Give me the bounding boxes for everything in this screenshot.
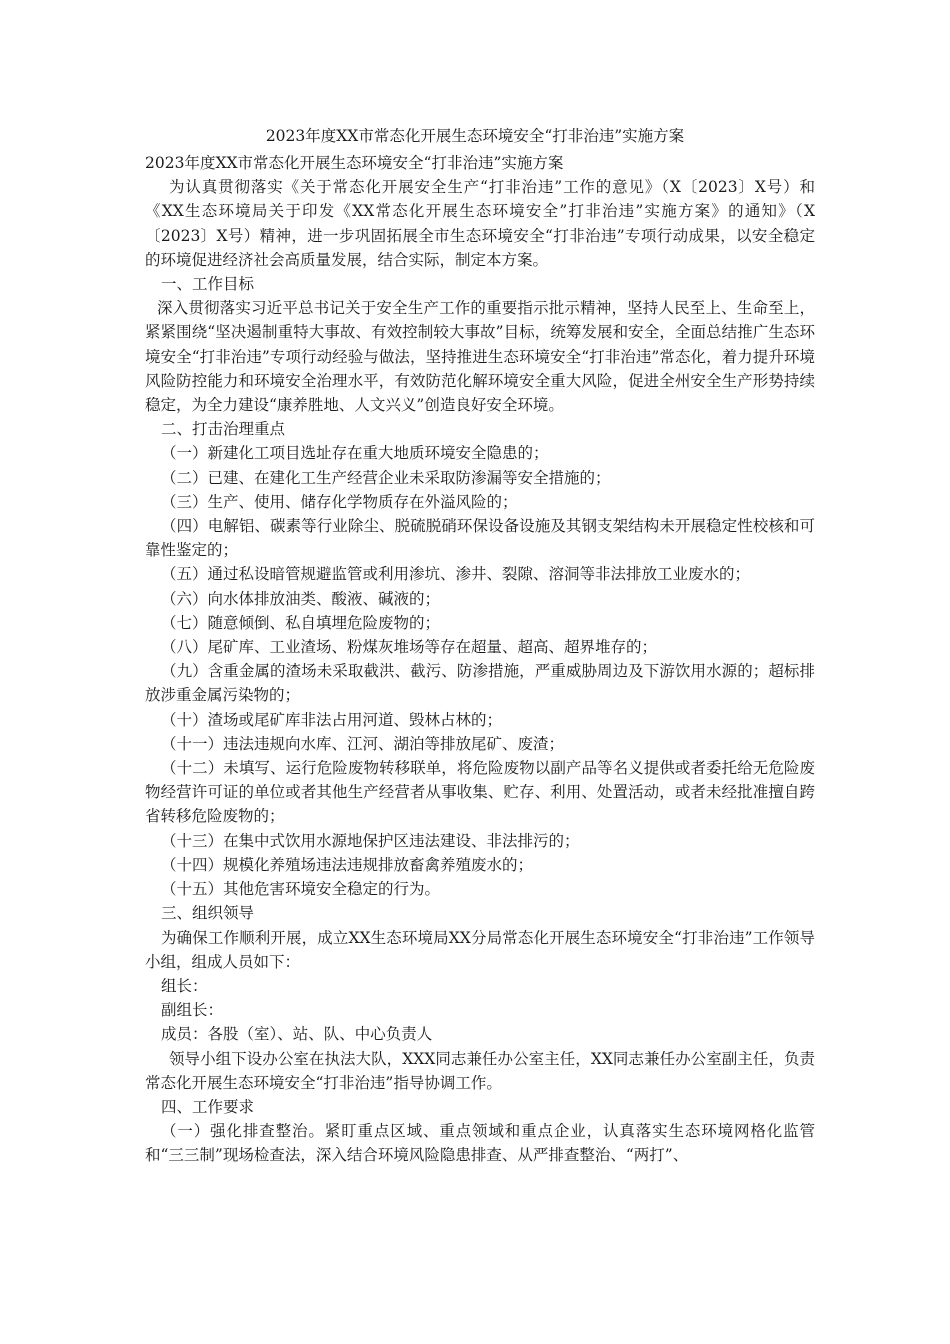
section-heading-goals: 一、工作目标 <box>161 275 255 294</box>
focus-item: （十）渣场或尾矿库非法占用河道、毁林占林的； <box>161 710 503 729</box>
intro-paragraph: 为认真贯彻落实《关于常态化开展安全生产“打非治违”工作的意见》（X〔2023〕X号）和《XX生态环境局关于印发《XX常态化开展生态环境安全”打非治违”实施方案》的通知》（X〔2023〕X号）精神，进一步巩固拓展全市生态环境安全“打非治违”专项行动成果，以安全稳定的环境促进经济社会高质量发展，结合实际，制定本方案。 <box>145 178 815 269</box>
leader-label: 组长： <box>161 976 208 995</box>
focus-item: （二）已建、在建化工生产经营企业未采取防渗漏等安全措施的； <box>161 468 611 487</box>
focus-item: （六）向水体排放油类、酸液、碱液的； <box>161 589 441 608</box>
focus-item: （十五）其他危害环境安全稳定的行为。 <box>161 880 441 899</box>
focus-item: （四）电解铝、碳素等行业除尘、脱硫脱硝环保设备设施及其钢支架结构未开展稳定性校核和可靠性鉴定的； <box>145 517 815 560</box>
focus-item: （七）随意倾倒、私自填埋危险废物的； <box>161 613 441 632</box>
focus-item: （三）生产、使用、储存化学物质存在外溢风险的； <box>161 492 518 511</box>
leadership-paragraph: 为确保工作顺利开展，成立XX生态环境局XX分局常态化开展生态环境安全“打非治违”工作领导小组，组成人员如下： <box>145 928 815 971</box>
requirements-item: （一）强化排查整治。紧盯重点区域、重点领域和重点企业，认真落实生态环境网格化监管和“三三制”现场检查法，深入结合环境风险隐患排查、从严排查整治、“两打”、 <box>145 1122 815 1165</box>
focus-item: （十三）在集中式饮用水源地保护区违法建设、非法排污的； <box>161 831 580 850</box>
office-paragraph: 领导小组下设办公室在执法大队，XXX同志兼任办公室主任，XX同志兼任办公室副主任，负责常态化开展生态环境安全“打非治违”指导协调工作。 <box>145 1049 815 1092</box>
document-subtitle: 2023年度XX市常态化开展生态环境安全“打非治违”实施方案 <box>145 154 564 172</box>
focus-item: （八）尾矿库、工业渣场、粉煤灰堆场等存在超量、超高、超界堆存的； <box>161 638 658 657</box>
members-line: 成员：各股（室）、站、队、中心负责人 <box>161 1025 433 1044</box>
deputy-leader-label: 副组长： <box>161 1001 224 1020</box>
document-body <box>145 151 815 1168</box>
section-heading-requirements: 四、工作要求 <box>161 1097 255 1116</box>
focus-item: （五）通过私设暗管规避监管或利用渗坑、渗井、裂隙、溶洞等非法排放工业废水的； <box>161 565 751 584</box>
section-heading-leadership: 三、组织领导 <box>161 904 255 923</box>
focus-item: （九）含重金属的渣场未采取截洪、截污、防渗措施，严重威胁周边及下游饮用水源的；超标排放涉重金属污染物的； <box>145 662 815 705</box>
focus-item: （十二）未填写、运行危险废物转移联单，将危险废物以副产品等名义提供或者委托给无危险废物经营许可证的单位或者其他生产经营者从事收集、贮存、利用、处置活动，或者未经批准擅自跨省转移危险废物的； <box>145 759 815 826</box>
focus-item: （一）新建化工项目选址存在重大地质环境安全隐患的； <box>161 444 549 463</box>
document-title: 2023年度XX市常态化开展生态环境安全“打非治违”实施方案 <box>265 127 685 145</box>
focus-item: （十四）规模化养殖场违法违规排放畜禽养殖废水的； <box>161 855 534 874</box>
focus-item: （十一）违法违规向水库、江河、湖泊等排放尾矿、废渣； <box>161 734 565 753</box>
section-heading-focus: 二、打击治理重点 <box>161 420 286 439</box>
goals-paragraph: 深入贯彻落实习近平总书记关于安全生产工作的重要指示批示精神，坚持人民至上、生命至上，紧紧围绕“坚决遏制重特大事故、有效控制较大事故”目标，统筹发展和安全，全面总结推广生态环境安全“打非治违”专项行动经验与做法，坚持推进生态环境安全“打非治违”常态化，着力提升环境风险防控能力和环境安全治理水平，有效防范化解环境安全重大风险，促进全州安全生产形势持续稳定，为全力建设“康养胜地、人文兴义”创造良好安全环境。 <box>145 299 815 415</box>
